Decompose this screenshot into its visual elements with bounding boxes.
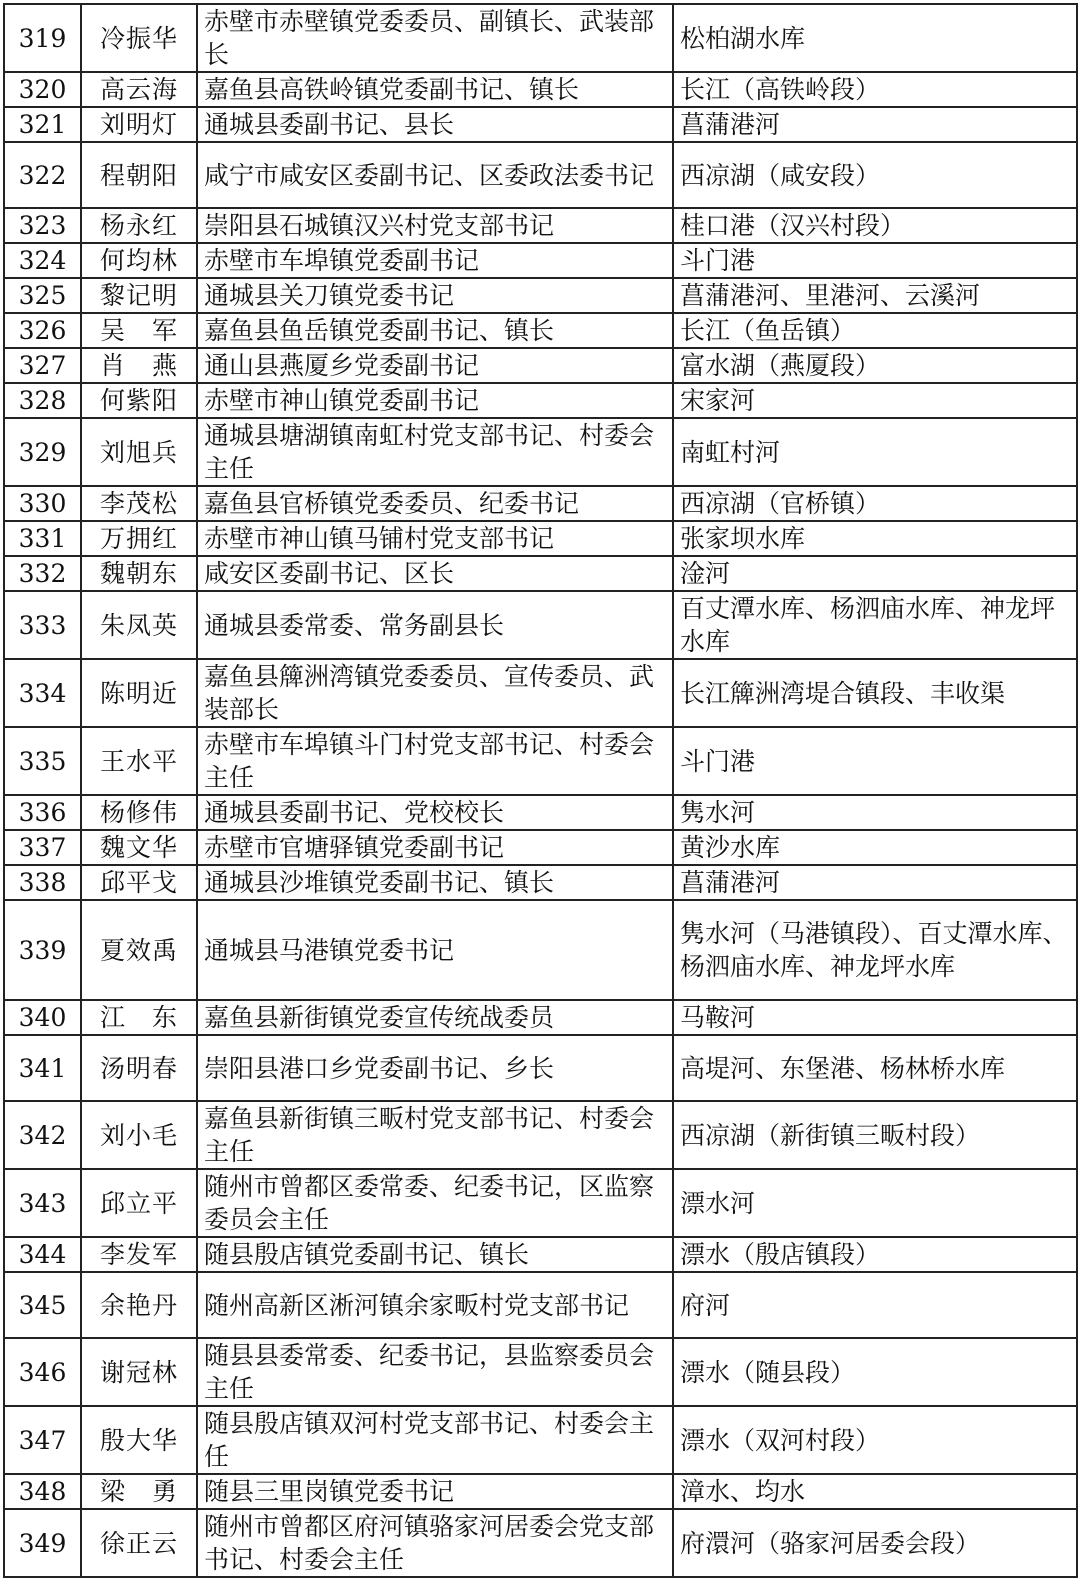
person-name: 徐正云 [81,1509,197,1577]
assigned-river: 漳水、均水 [673,1474,1077,1509]
position-title: 随县殷店镇党委副书记、镇长 [197,1237,673,1272]
person-name: 何均林 [81,243,197,278]
table-row [4,1000,1077,1035]
position-title: 嘉鱼县高铁岭镇党委副书记、镇长 [197,72,673,107]
table-row [4,1237,1077,1272]
assigned-river: 漂水（双河村段） [673,1406,1077,1474]
position-title: 咸安区委副书记、区长 [197,556,673,591]
person-name: 邱立平 [81,1169,197,1237]
person-name: 谢冠林 [81,1338,197,1406]
position-title: 随县三里岗镇党委书记 [197,1474,673,1509]
table-row [4,900,1077,1000]
table-row [4,591,1077,659]
person-name: 万拥红 [81,521,197,556]
row-number: 345 [4,1272,81,1338]
table-row [4,1035,1077,1101]
person-name: 刘小毛 [81,1101,197,1169]
person-name: 朱凤英 [81,591,197,659]
person-name: 杨修伟 [81,795,197,830]
position-title: 赤壁市神山镇党委副书记 [197,383,673,418]
row-number: 326 [4,313,81,348]
person-name: 程朝阳 [81,142,197,208]
table-row [4,1406,1077,1474]
position-title: 嘉鱼县新街镇党委宣传统战委员 [197,1000,673,1035]
table-row [4,556,1077,591]
table-row [4,348,1077,383]
table-row [4,830,1077,865]
person-name: 余艳丹 [81,1272,197,1338]
table-row [4,1338,1077,1406]
person-name: 魏朝东 [81,556,197,591]
assigned-river: 菖蒲港河、里港河、云溪河 [673,278,1077,313]
assigned-river: 淦河 [673,556,1077,591]
person-name: 冷振华 [81,4,197,72]
assigned-river: 高堤河、东堡港、杨林桥水库 [673,1035,1077,1101]
position-title: 通城县委副书记、党校校长 [197,795,673,830]
position-title: 赤壁市官塘驿镇党委副书记 [197,830,673,865]
assigned-river: 漂水河 [673,1169,1077,1237]
position-title: 随州市曾都区委常委、纪委书记，区监察委员会主任 [197,1169,673,1237]
position-title: 嘉鱼县簰洲湾镇党委委员、宣传委员、武装部长 [197,659,673,727]
position-title: 嘉鱼县新街镇三畈村党支部书记、村委会主任 [197,1101,673,1169]
table-row [4,243,1077,278]
row-number: 343 [4,1169,81,1237]
assigned-river: 菖蒲港河 [673,865,1077,900]
assigned-river: 西凉湖（咸安段） [673,142,1077,208]
row-number: 334 [4,659,81,727]
position-title: 赤壁市神山镇马铺村党支部书记 [197,521,673,556]
assigned-river: 西凉湖（新街镇三畈村段） [673,1101,1077,1169]
assigned-river: 隽水河 [673,795,1077,830]
assigned-river: 府河 [673,1272,1077,1338]
assigned-river: 马鞍河 [673,1000,1077,1035]
table-row [4,1509,1077,1577]
row-number: 328 [4,383,81,418]
person-name: 江 东 [81,1000,197,1035]
assigned-river: 松柏湖水库 [673,4,1077,72]
row-number: 342 [4,1101,81,1169]
row-number: 341 [4,1035,81,1101]
row-number: 339 [4,900,81,1000]
row-number: 337 [4,830,81,865]
row-number: 338 [4,865,81,900]
row-number: 329 [4,418,81,486]
assigned-river: 隽水河（马港镇段）、百丈潭水库、杨泗庙水库、神龙坪水库 [673,900,1077,1000]
assigned-river: 南虹村河 [673,418,1077,486]
position-title: 咸宁市咸安区委副书记、区委政法委书记 [197,142,673,208]
assigned-river: 斗门港 [673,727,1077,795]
row-number: 340 [4,1000,81,1035]
table-row [4,107,1077,142]
table-row [4,313,1077,348]
assigned-river: 斗门港 [673,243,1077,278]
person-name: 殷大华 [81,1406,197,1474]
person-name: 梁 勇 [81,1474,197,1509]
person-name: 魏文华 [81,830,197,865]
assigned-river: 长江（鱼岳镇） [673,313,1077,348]
assigned-river: 西凉湖（官桥镇） [673,486,1077,521]
person-name: 汤明春 [81,1035,197,1101]
row-number: 322 [4,142,81,208]
assigned-river: 富水湖（燕厦段） [673,348,1077,383]
table-row [4,142,1077,208]
person-name: 李发军 [81,1237,197,1272]
table-row [4,865,1077,900]
table-row [4,521,1077,556]
position-title: 随县县委常委、纪委书记，县监察委员会主任 [197,1338,673,1406]
row-number: 332 [4,556,81,591]
row-number: 325 [4,278,81,313]
row-number: 330 [4,486,81,521]
position-title: 通城县委副书记、县长 [197,107,673,142]
position-title: 赤壁市赤壁镇党委委员、副镇长、武装部长 [197,4,673,72]
position-title: 随州高新区淅河镇余家畈村党支部书记 [197,1272,673,1338]
person-name: 夏效禹 [81,900,197,1000]
person-name: 陈明近 [81,659,197,727]
row-number: 320 [4,72,81,107]
person-name: 杨永红 [81,208,197,243]
table-row [4,486,1077,521]
row-number: 319 [4,4,81,72]
assigned-river: 桂口港（汉兴村段） [673,208,1077,243]
assigned-river: 长江（高铁岭段） [673,72,1077,107]
position-title: 随州市曾都区府河镇骆家河居委会党支部书记、村委会主任 [197,1509,673,1577]
table-row [4,208,1077,243]
person-name: 王水平 [81,727,197,795]
assigned-river: 漂水（随县段） [673,1338,1077,1406]
position-title: 赤壁市车埠镇斗门村党支部书记、村委会主任 [197,727,673,795]
table-row [4,795,1077,830]
row-number: 333 [4,591,81,659]
table-row [4,72,1077,107]
position-title: 赤壁市车埠镇党委副书记 [197,243,673,278]
position-title: 崇阳县港口乡党委副书记、乡长 [197,1035,673,1101]
table-row [4,4,1077,72]
position-title: 通城县关刀镇党委书记 [197,278,673,313]
position-title: 嘉鱼县官桥镇党委委员、纪委书记 [197,486,673,521]
person-name: 邱平戈 [81,865,197,900]
row-number: 323 [4,208,81,243]
river-chief-table [3,3,1078,1578]
person-name: 刘明灯 [81,107,197,142]
person-name: 刘旭兵 [81,418,197,486]
table-row [4,278,1077,313]
position-title: 通城县塘湖镇南虹村党支部书记、村委会主任 [197,418,673,486]
position-title: 通山县燕厦乡党委副书记 [197,348,673,383]
position-title: 通城县委常委、常务副县长 [197,591,673,659]
table-row [4,418,1077,486]
person-name: 肖 燕 [81,348,197,383]
position-title: 通城县沙堆镇党委副书记、镇长 [197,865,673,900]
row-number: 348 [4,1474,81,1509]
assigned-river: 宋家河 [673,383,1077,418]
position-title: 嘉鱼县鱼岳镇党委副书记、镇长 [197,313,673,348]
person-name: 吴 军 [81,313,197,348]
person-name: 何紫阳 [81,383,197,418]
row-number: 349 [4,1509,81,1577]
row-number: 347 [4,1406,81,1474]
person-name: 李茂松 [81,486,197,521]
table-row [4,1169,1077,1237]
row-number: 331 [4,521,81,556]
table-row [4,1101,1077,1169]
table-row [4,659,1077,727]
table-row [4,1474,1077,1509]
assigned-river: 百丈潭水库、杨泗庙水库、神龙坪水库 [673,591,1077,659]
position-title: 随县殷店镇双河村党支部书记、村委会主任 [197,1406,673,1474]
row-number: 336 [4,795,81,830]
assigned-river: 菖蒲港河 [673,107,1077,142]
table-row [4,727,1077,795]
assigned-river: 黄沙水库 [673,830,1077,865]
row-number: 324 [4,243,81,278]
person-name: 高云海 [81,72,197,107]
assigned-river: 府澴河（骆家河居委会段） [673,1509,1077,1577]
row-number: 344 [4,1237,81,1272]
table-row [4,1272,1077,1338]
position-title: 崇阳县石城镇汉兴村党支部书记 [197,208,673,243]
row-number: 346 [4,1338,81,1406]
row-number: 335 [4,727,81,795]
table-row [4,383,1077,418]
assigned-river: 张家坝水库 [673,521,1077,556]
row-number: 327 [4,348,81,383]
assigned-river: 漂水（殷店镇段） [673,1237,1077,1272]
assigned-river: 长江簰洲湾堤合镇段、丰收渠 [673,659,1077,727]
table-body [4,4,1077,1577]
position-title: 通城县马港镇党委书记 [197,900,673,1000]
row-number: 321 [4,107,81,142]
person-name: 黎记明 [81,278,197,313]
